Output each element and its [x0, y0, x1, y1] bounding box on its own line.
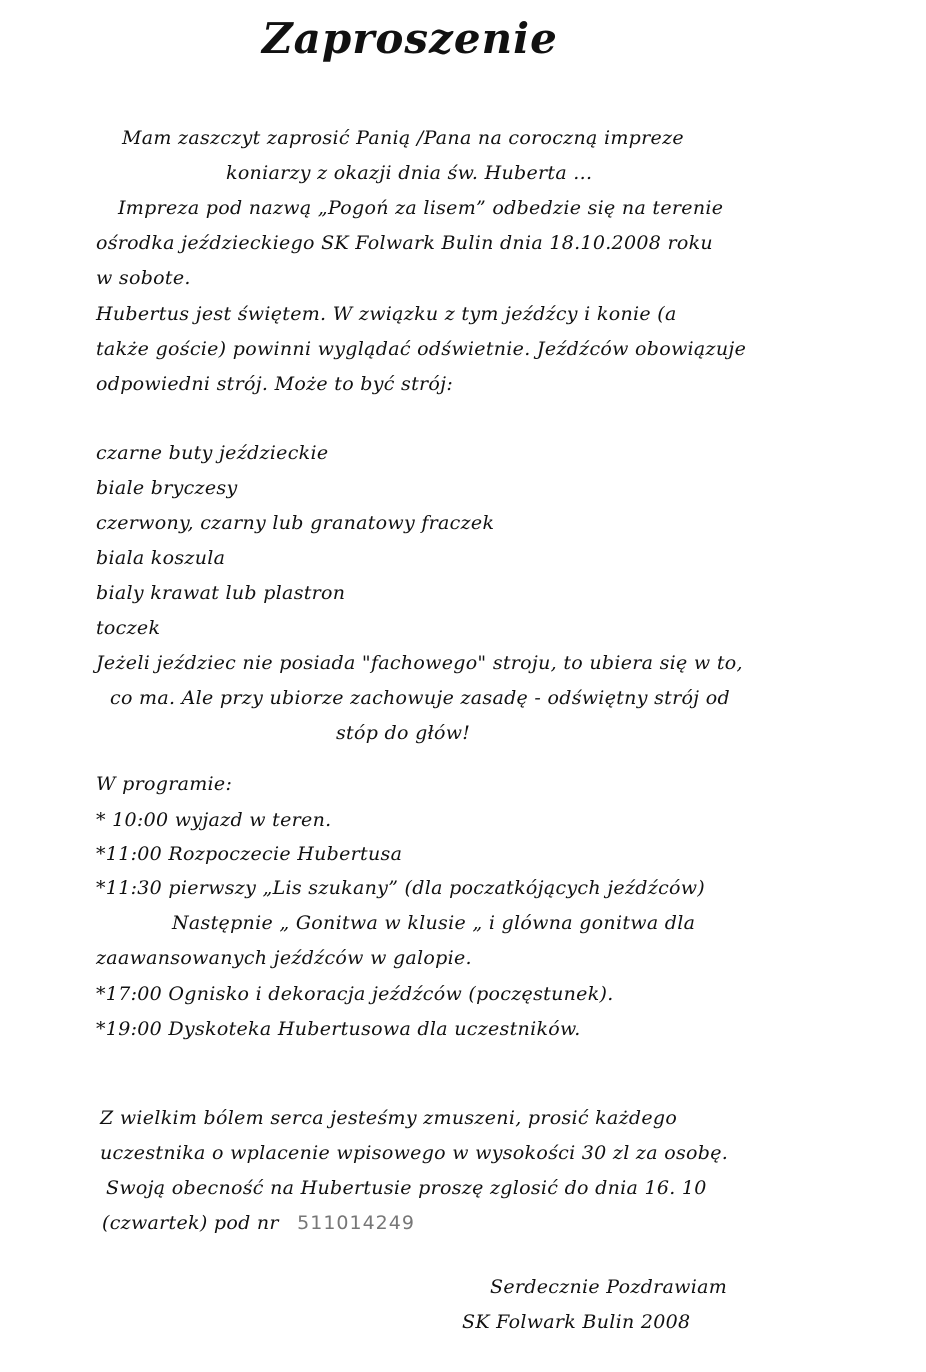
contact-line: [102, 1212, 415, 1234]
intro-line: koniarzy z okazji dnia św. Huberta ...: [226, 162, 593, 184]
outfit-item: biale bryczesy: [96, 477, 238, 499]
intro-line: w sobote.: [96, 267, 191, 289]
intro-line: Mam zaszczyt zaprosić Panią /Pana na coroczną impreze: [122, 127, 684, 149]
page-title: Zaproszenie: [262, 14, 558, 63]
outfit-item: toczek: [96, 617, 161, 639]
program-item: *11:00 Rozpoczecie Hubertusa: [96, 843, 403, 865]
payment-line: Swoją obecność na Hubertusie proszę zglosić do dnia 16. 10: [106, 1177, 707, 1199]
payment-line: Z wielkim bólem serca jesteśmy zmuszeni, prosić każdego: [100, 1107, 678, 1129]
outfit-item: biala koszula: [96, 547, 226, 569]
phone-number: 511014249: [297, 1212, 415, 1234]
intro-line: odpowiedni strój. Może to być strój:: [96, 373, 454, 395]
outfit-note-line: stóp do głów!: [336, 722, 471, 744]
outfit-item: bialy krawat lub plastron: [96, 582, 346, 604]
program-heading: W programie:: [96, 773, 233, 795]
closing-signature: SK Folwark Bulin 2008: [462, 1311, 691, 1333]
program-item: * 10:00 wyjazd w teren.: [96, 809, 332, 831]
outfit-note-line: co ma. Ale przy ubiorze zachowuje zasadę - odświętny strój od: [110, 687, 730, 709]
program-item: Następnie „ Gonitwa w klusie „ i glówna gonitwa dla: [172, 912, 696, 934]
intro-line: Hubertus jest świętem. W związku z tym jeźdźcy i konie (a: [96, 303, 677, 325]
program-item: *17:00 Ognisko i dekoracja jeźdźców (poczęstunek).: [96, 983, 614, 1005]
program-item: *19:00 Dyskoteka Hubertusowa dla uczestników.: [96, 1018, 581, 1040]
outfit-item: czarne buty jeździeckie: [96, 442, 329, 464]
program-item: *11:30 pierwszy „Lis szukany” (dla poczatkójących jeźdźców): [96, 877, 706, 899]
intro-line: ośrodka jeździeckiego SK Folwark Bulin dnia 18.10.2008 roku: [96, 232, 713, 254]
outfit-note-line: Jeżeli jeździec nie posiada "fachowego" stroju, to ubiera się w to,: [96, 652, 743, 674]
outfit-item: czerwony, czarny lub granatowy fraczek: [96, 512, 495, 534]
intro-line: także goście) powinni wyglądać odświetnie. Jeźdźców obowiązuje: [96, 338, 747, 360]
payment-line: uczestnika o wplacenie wpisowego w wysokości 30 zl za osobę.: [100, 1142, 729, 1164]
contact-prefix: (czwartek) pod nr: [102, 1212, 279, 1234]
program-item: zaawansowanych jeźdźców w galopie.: [96, 947, 472, 969]
intro-line: Impreza pod nazwą „Pogoń za lisem” odbedzie się na terenie: [118, 197, 724, 219]
closing-line: Serdecznie Pozdrawiam: [490, 1276, 728, 1298]
